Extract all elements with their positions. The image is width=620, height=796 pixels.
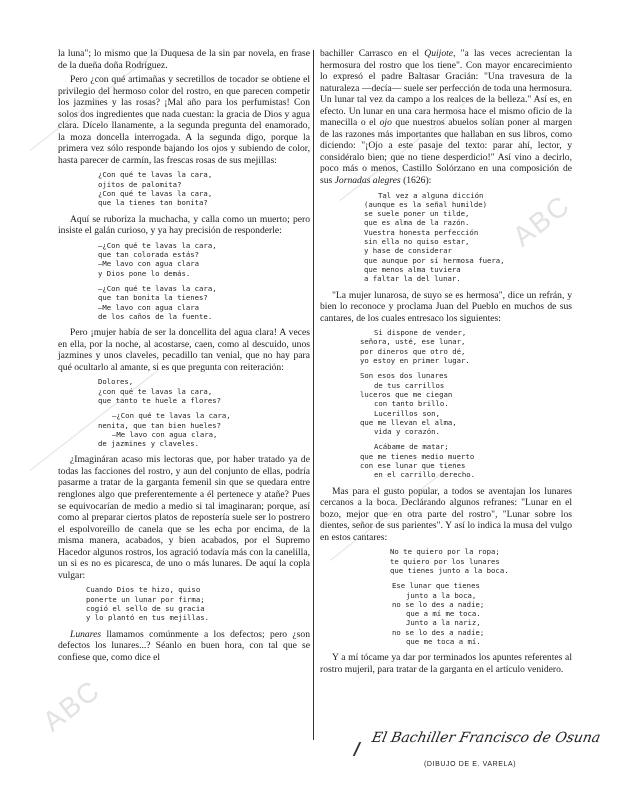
verse-line: y hase de considerar [364,246,452,256]
verse-block [58,284,310,321]
verse-line: ¿Con qué te lavas la cara, [98,170,213,180]
paragraph-text: (1626): [400,175,432,187]
verse-line: ¿Con qué te lavas la cara, [98,189,213,199]
verse-line: —Me lavo con agua clara [98,302,200,312]
verse-line: luceros que me ciegan [360,389,453,399]
right-column [320,48,572,678]
column-divider [313,50,314,740]
verse-line: que menos alma tuviera [364,264,461,274]
verse-line: No te quiero por la ropa; [390,547,500,557]
verse-line: Lucerillos son, [374,408,440,418]
verse-block [58,377,310,405]
paragraph [58,629,310,664]
verse-line: junto a la boca, [406,590,477,600]
abc-watermark: ABC [506,188,577,253]
verse-block [320,328,572,365]
paragraph: Aquí se ruboriza la muchacha, y calla como un muerto; pero insiste el galán curioso, y ya hay precisión de responderle: [58,213,310,237]
verse-line: que es alma de la razón. [364,218,470,228]
verse-block [320,371,572,436]
verse-line: que aunque por sí hermosa fuera, [364,255,505,265]
paragraph-text: , "a las veces acrecientan la hermosura del rostro que los tiene". Con mayor encarecimiento lo expresó el padre Baltasar Gracián: "Una travesura de la naturaleza —decía— suele ser perfección de toda una hermosura. Un lunar tal vez da campo a los realces de la belleza." Así es, en efecto. Un lunar en una cara hermosa hace el mismo oficio de la manecilla o el [320,48,572,129]
verse-line: no se lo des a nadie; [392,599,485,609]
verse-line: que tienes junto a la boca. [390,565,509,575]
verse-line: —¿Con qué te lavas la cara, [112,411,231,421]
verse-line: no se lo des a nadie; [392,627,485,637]
verse-line: y Dios pone lo demás. [98,268,191,278]
verse-line: que tanto te huele a flores? [98,395,222,405]
verse-line: a faltar la del lunar. [364,274,461,284]
verse-block [320,191,572,284]
verse-line: en el carrillo derecho. [374,470,476,480]
left-column [58,48,310,666]
paragraph: Pero ¡mujer había de ser la doncellita del agua clara! A veces en ella, por la noche, al acostarse, caen, como al descuido, unos jazmines y unos claveles, pecadillo tan venial, que no hay para qué ocultarlo al amante, si es que pregunta con reiteración: [58,327,310,373]
verse-line: Ese lunar que tienes [392,581,480,591]
verse-line: yo estoy en primer lugar. [360,356,470,366]
verse-line: se suele poner un tilde, [364,209,470,219]
verse-line: que a mí me toca. [406,609,481,619]
verse-line: ponerte un lunar por firma; [86,594,205,604]
verse-block [58,241,310,278]
paragraph-text: bachiller Carrasco en el [320,48,425,59]
verse-line: Si dispone de vender, [374,328,467,338]
paragraph: Y a mí tócame ya dar por terminados los apuntes referentes al rostro mujeril, para tratar de la garganta en el artículo venidero. [320,652,572,675]
verse-line: cogió el sello de su gracia [86,604,205,613]
paragraph: Mas para el gusto popular, a todos se aventajan los lunares cercanos a la boca. Declárando algunos refranes: "Lunar en el bozo, mejor que en otra parte del rostro", "Lunar sobre los dientes, señor de sus parientes". Y así lo indica la musa del vulgo en estos cantares: [320,485,572,543]
verse-line: —¿Con qué te lavas la cara, [98,283,217,293]
verse-line: de los caños de la fuente. [98,311,213,321]
italic-term: Lunares [70,628,102,640]
verse-line: —Me lavo con agua clara, [112,429,218,439]
verse-line: Vuestra honesta perfección [364,227,479,237]
illustration-credit: (DIBUJO DE E. VARELA) [424,761,517,768]
verse-line: que me llevan el alma, [360,417,457,427]
verse-line: señora, usté, ese lunar, [360,337,466,347]
verse-line: por dineros que otro dé, [360,346,466,356]
paragraph: la luna"; lo mismo que la Duquesa de la sin par novela, en frase de la dueña doña Rodríguez. [58,48,310,71]
verse-line: y lo plantó en tus mejillas. [86,613,210,623]
italic-title: Jornadas alegres [334,175,401,187]
author-signature: El Bachiller Francisco de Osuna [370,730,602,746]
verse-line: que me tienes medio muerto [360,451,475,461]
verse-line: Acábame de matar; [374,442,449,452]
verse-line: ¿con qué te lavas la cara, [98,386,213,396]
verse-line: con tanto brillo. [374,399,449,409]
verse-block [320,442,572,479]
verse-line: vida y corazón. [374,427,440,437]
verse-line: con ese lunar que tienes [360,461,466,471]
verse-line: Junto a la nariz, [406,618,481,628]
abc-watermark: ABC [36,673,107,738]
italic-title: Quijote [424,48,454,59]
italic-term: ojo [379,117,392,129]
signature-flourish [353,742,372,756]
verse-line: Tal vez a alguna dicción [378,190,484,200]
verse-block [58,585,310,622]
verse-line: Son esos dos lunares [360,371,448,381]
paragraph: ¿Imagináran acaso mis lectoras que, por haber tratado ya de todas las facciones del rostro, y aun del conjunto de ellas, podría pasarme a tratar de la garganta femenil sin que se quedara entre renglones algo que preferentemente a él pertenece y atañe? Pues se equivocarían de medio a medio si tal imaginaran; porque, así como al preparar ciertos platos de repostería suele ser lo postrero el espolvoreíllo de canela que se les echa por encima, de la misma manera, acabados, y bien acabados, por el Supremo Hacedor algunos rostros, los agració todavía más con la canelilla, un si es no es picaresca, de uno o más lunares. De aquí la copla vulgar: [58,454,310,581]
verse-block [320,581,572,646]
verse-line: que la tienes tan bonita? [98,198,208,208]
verse-line: que tan colorada estás? [98,250,200,260]
paragraph: Pero ¿con qué artimañas y secretillos de tocador se obtiene el privilegio del hermoso color del rostro, en que parecen competir los jazmines y las rosas? ¡Mal año para los perfumistas! Con solos dos ingredientes que nada cuestan: la gracia de Dios y agua clara. Dícelo llanamente, a la segunda pregunta del enamorado, la moza doncella interrogada. A la segunda digo, porque la primera vez sólo responde bajando los ojos y subiendo de color, hasta parecer de carmín, las frescas rosas de sus mejillas: [58,74,310,166]
verse-line: Cuando Dios te hizo, quiso [86,585,201,595]
verse-line: sin ella no quiso estar, [364,237,470,247]
verse-line: ojitos de palomita? [98,179,182,189]
verse-line: nenita, que tan bien hueles? [98,420,222,430]
verse-line: te quiero por los lunares [390,556,500,566]
verse-line: (aunque es la señal humilde) [364,199,488,209]
verse-line: que me toca a mí. [406,637,481,647]
verse-block [320,547,572,575]
verse-line: Dolores, [98,377,134,387]
paragraph-text: que nuestros abuelos solían poner al margen de las razones más importantes que hallaban en sus libros, como diciendo: "¡Ojo a este pasaje del texto: parar ahí, lector, y considéralo bien; que no tiene desperdicio!" Así vino a decirlo, poco más o menos, Castillo Solórzano en una composición de sus [320,117,572,187]
verse-line: —¿Con qué te lavas la cara, [98,240,217,250]
verse-line: que tan bonita la tienes? [98,293,208,303]
verse-line: de tus carrillos [374,380,445,390]
verse-block [58,170,310,207]
paragraph-text: llamamos comúnmente a los defectos; pero ¿son defectos los lunares...? Séanlo en buen hora, con tal que se confiese que, como dice el [58,628,310,663]
verse-line: de jazmines y claveles. [98,439,200,449]
verse-line: —Me lavo con agua clara [98,259,200,269]
paragraph: "La mujer lunarosa, de suyo se es hermosa", dice un refrán, y bien lo reconoce y proclama Juan del Pueblo en muchos de sus cantares, de los cuales entresaco los siguientes: [320,289,572,324]
